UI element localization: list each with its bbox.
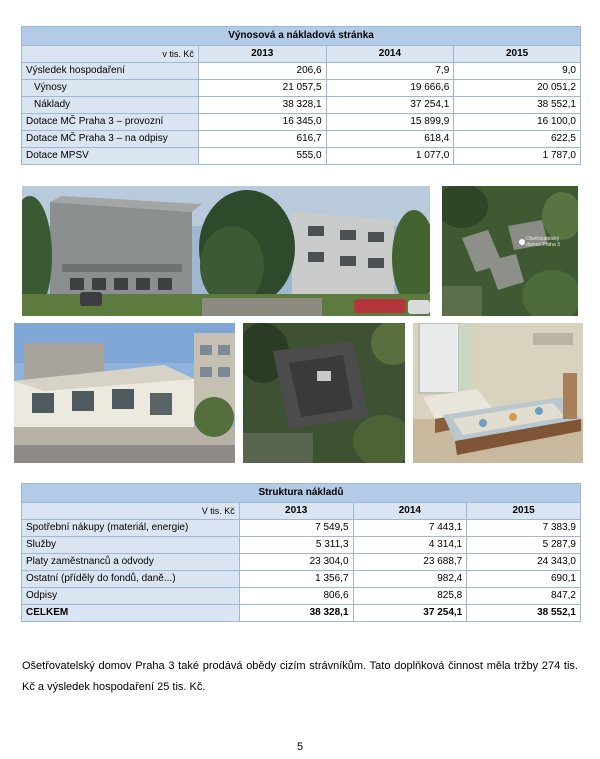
year-header: 2015 <box>467 503 581 520</box>
table-row <box>22 97 581 114</box>
cell-value: 1 356,7 <box>239 571 353 588</box>
unit-label: v tis. Kč <box>22 46 199 63</box>
aerial-map-photo <box>442 186 578 316</box>
cell-value: 616,7 <box>198 131 326 148</box>
table-row <box>22 537 581 554</box>
cell-value: 16 100,0 <box>454 114 581 131</box>
cell-value: 555,0 <box>198 148 326 165</box>
cell-value: 38 552,1 <box>467 605 581 622</box>
cell-value: 38 552,1 <box>454 97 581 114</box>
cell-value: 1 787,0 <box>454 148 581 165</box>
cell-value: 7 383,9 <box>467 520 581 537</box>
cell-value: 5 311,3 <box>239 537 353 554</box>
building-photo <box>22 186 430 316</box>
table-row <box>22 80 581 97</box>
cell-value: 622,5 <box>454 131 581 148</box>
row-label: Spotřební nákupy (materiál, energie) <box>22 520 240 537</box>
cell-value: 7,9 <box>326 63 454 80</box>
cell-value: 618,4 <box>326 131 454 148</box>
year-header: 2014 <box>326 46 454 63</box>
row-label: Odpisy <box>22 588 240 605</box>
unit-label: V tis. Kč <box>22 503 240 520</box>
table-row <box>22 588 581 605</box>
cell-value: 206,6 <box>198 63 326 80</box>
cell-value: 7 549,5 <box>239 520 353 537</box>
cell-value: 982,4 <box>353 571 467 588</box>
table-row <box>22 114 581 131</box>
row-label: Služby <box>22 537 240 554</box>
row-label: CELKEM <box>22 605 240 622</box>
row-label: Ostatní (příděly do fondů, daně...) <box>22 571 240 588</box>
table-row <box>22 131 581 148</box>
body-paragraph: Ošetřovatelský domov Praha 3 také prodává obědy cizím strávníkům. Tato doplňková činnost měla tržby 274 tis. Kč a výsledek hospodaření 25 tis. Kč. <box>22 660 578 693</box>
cell-value: 37 254,1 <box>353 605 467 622</box>
cell-value: 16 345,0 <box>198 114 326 131</box>
white-building-photo <box>14 323 235 463</box>
table-total-row <box>22 605 581 622</box>
year-header: 2013 <box>198 46 326 63</box>
room-interior-photo <box>413 323 583 463</box>
cell-value: 23 304,0 <box>239 554 353 571</box>
year-header: 2013 <box>239 503 353 520</box>
cell-value: 38 328,1 <box>198 97 326 114</box>
cell-value: 9,0 <box>454 63 581 80</box>
table-row <box>22 63 581 80</box>
aerial-roof-photo <box>243 323 405 463</box>
row-label: Výnosy <box>22 80 199 97</box>
row-label: Dotace MČ Praha 3 – provozní <box>22 114 199 131</box>
cell-value: 38 328,1 <box>239 605 353 622</box>
table-row <box>22 520 581 537</box>
cell-value: 4 314,1 <box>353 537 467 554</box>
row-label: Výsledek hospodaření <box>22 63 199 80</box>
page-number: 5 <box>296 741 304 753</box>
row-label: Platy zaměstnanců a odvody <box>22 554 240 571</box>
table-title: Výnosová a nákladová stránka <box>22 27 581 46</box>
cell-value: 24 343,0 <box>467 554 581 571</box>
table-row <box>22 148 581 165</box>
revenue-cost-table <box>21 26 581 165</box>
cost-structure-table <box>21 483 581 622</box>
cell-value: 5 287,9 <box>467 537 581 554</box>
row-label: Dotace MPSV <box>22 148 199 165</box>
cell-value: 690,1 <box>467 571 581 588</box>
cell-value: 7 443,1 <box>353 520 467 537</box>
table-row <box>22 571 581 588</box>
cell-value: 847,2 <box>467 588 581 605</box>
cell-value: 37 254,1 <box>326 97 454 114</box>
row-label: Náklady <box>22 97 199 114</box>
cell-value: 21 057,5 <box>198 80 326 97</box>
cell-value: 23 688,7 <box>353 554 467 571</box>
row-label: Dotace MČ Praha 3 – na odpisy <box>22 131 199 148</box>
cell-value: 806,6 <box>239 588 353 605</box>
year-header: 2014 <box>353 503 467 520</box>
table-row <box>22 554 581 571</box>
cell-value: 1 077,0 <box>326 148 454 165</box>
cell-value: 15 899,9 <box>326 114 454 131</box>
year-header: 2015 <box>454 46 581 63</box>
cell-value: 20 051,2 <box>454 80 581 97</box>
cell-value: 825,8 <box>353 588 467 605</box>
cell-value: 19 666,6 <box>326 80 454 97</box>
map-place-label: Ošetřovatelský domov Praha 3 <box>526 236 560 248</box>
table-title: Struktura nákladů <box>22 484 581 503</box>
